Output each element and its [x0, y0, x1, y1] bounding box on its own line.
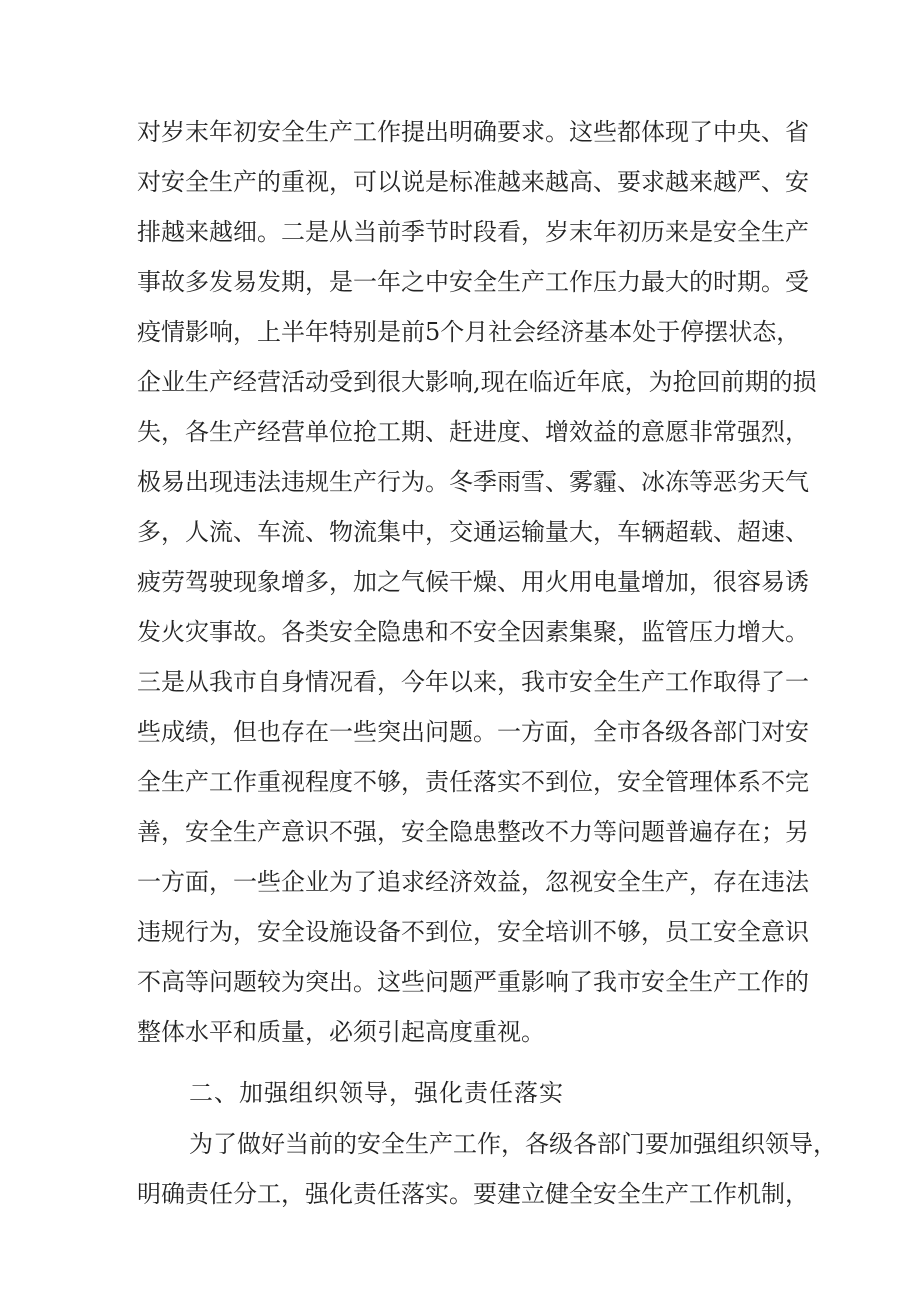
- paragraph-line: 明确责任分工，强化责任落实。要建立健全安全生产工作机制，: [137, 1180, 809, 1208]
- paragraph-line: 一方面，一些企业为了追求经济效益，忽视安全生产，存在违法: [137, 868, 809, 896]
- paragraph-line: 为了做好当前的安全生产工作，各级各部门要加强组织领导，: [189, 1130, 837, 1158]
- paragraph-line: 三是从我市自身情况看，今年以来，我市安全生产工作取得了一: [137, 668, 809, 696]
- paragraph-line: 极易出现违法违规生产行为。冬季雨雪、雾霾、冰冻等恶劣天气: [137, 468, 809, 496]
- paragraph-line: 些成绩，但也存在一些突出问题。一方面，全市各级各部门对安: [137, 718, 809, 746]
- paragraph-line: 对安全生产的重视，可以说是标准越来越高、要求越来越严、安: [137, 168, 809, 196]
- paragraph-line: 疫情影响，上半年特别是前5个月社会经济基本处于停摆状态，: [137, 318, 801, 346]
- paragraph-line: 全生产工作重视程度不够，责任落实不到位，安全管理体系不完: [137, 768, 809, 796]
- paragraph-line: 企业生产经营活动受到很大影响,现在临近年底，为抢回前期的损: [137, 368, 817, 396]
- paragraph-line: 多，人流、车流、物流集中，交通运输量大，车辆超载、超速、: [137, 518, 809, 546]
- paragraph-line: 排越来越细。二是从当前季节时段看，岁末年初历来是安全生产: [137, 218, 809, 246]
- paragraph-line: 事故多发易发期，是一年之中安全生产工作压力最大的时期。受: [137, 268, 809, 296]
- paragraph-line: 善，安全生产意识不强，安全隐患整改不力等问题普遍存在；另: [137, 818, 809, 846]
- paragraph-line: 违规行为，安全设施设备不到位，安全培训不够，员工安全意识: [137, 918, 809, 946]
- paragraph-line: 失，各生产经营单位抢工期、赶进度、增效益的意愿非常强烈，: [137, 418, 809, 446]
- paragraph-line: 对岁末年初安全生产工作提出明确要求。这些都体现了中央、省: [137, 118, 809, 146]
- paragraph-line: 整体水平和质量，必须引起高度重视。: [137, 1018, 545, 1046]
- paragraph-line: 不高等问题较为突出。这些问题严重影响了我市安全生产工作的: [137, 968, 809, 996]
- paragraph-line: 发火灾事故。各类安全隐患和不安全因素集聚，监管压力增大。: [137, 618, 809, 646]
- section-heading: 二、加强组织领导，强化责任落实: [189, 1079, 564, 1107]
- paragraph-line: 疲劳驾驶现象增多，加之气候干燥、用火用电量增加，很容易诱: [137, 568, 809, 596]
